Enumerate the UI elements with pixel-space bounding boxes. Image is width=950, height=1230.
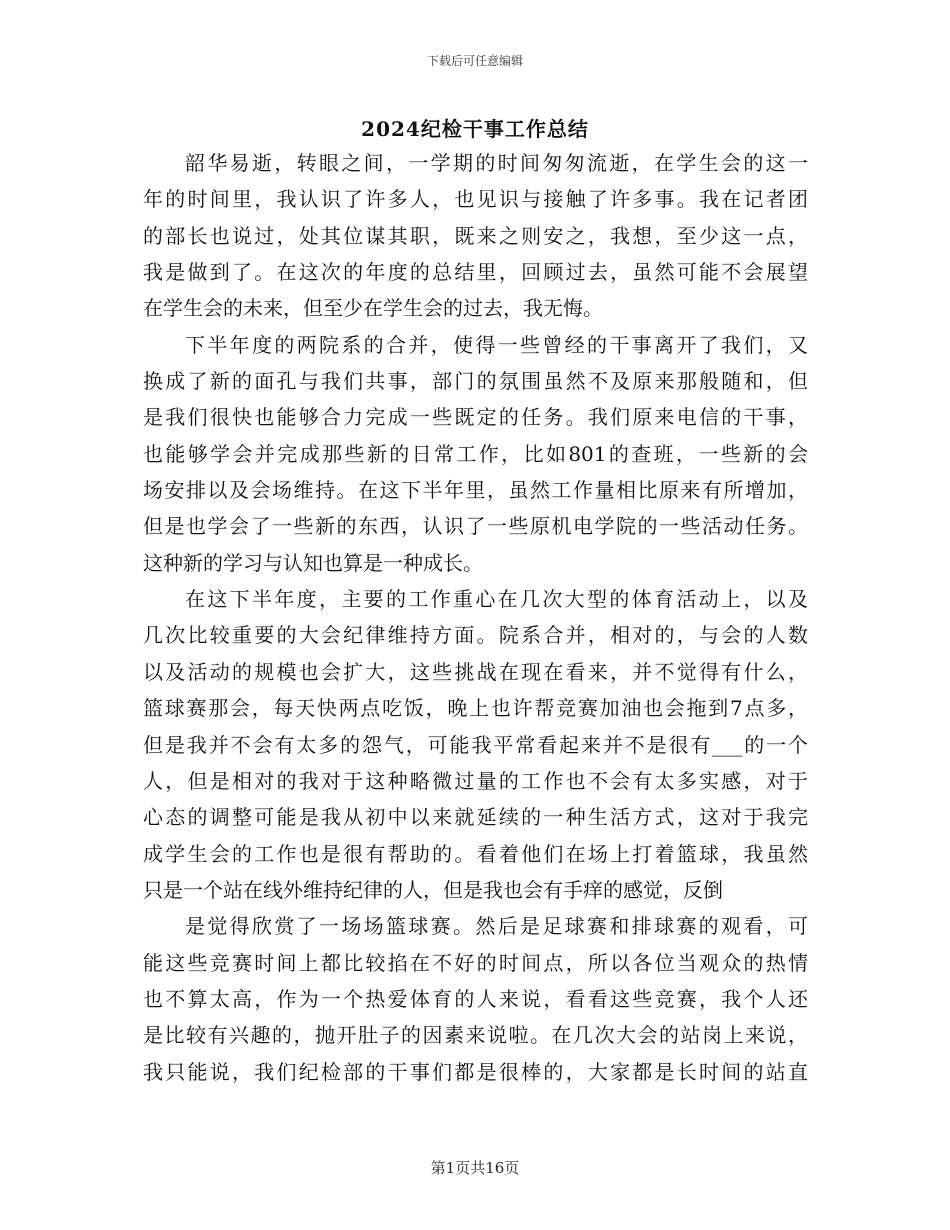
page-header: 下载后可任意编辑	[426, 54, 523, 68]
text-line: 几次比较重要的大会纪律维持方面。院系合并，相对的，与会的人数	[143, 623, 808, 648]
text-line: 也能够学会并完成那些新的日常工作，比如801的查班，一些新的会	[143, 441, 808, 466]
text-line: 但是也学会了一些新的东西，认识了一些原机电学院的一些活动任务。	[143, 514, 808, 539]
text-line: 年的时间里，我认识了许多人，也见识与接触了许多事。我在记者团	[143, 187, 808, 212]
text-line: 但是我并不会有太多的怨气，可能我平常看起来并不是很有___的一个	[143, 732, 808, 757]
text-line: 是我们很快也能够合力完成一些既定的任务。我们原来电信的干事，	[143, 405, 808, 430]
text-line: 只是一个站在线外维持纪律的人，但是我也会有手痒的感觉，反倒	[143, 877, 723, 902]
page-footer: 第1页共16页	[430, 1159, 520, 1177]
text-line: 是比较有兴趣的，抛开肚子的因素来说啦。在几次大会的站岗上来说，	[143, 1023, 808, 1048]
text-line: 我是做到了。在这次的年度的总结里，回顾过去，虽然可能不会展望	[143, 260, 808, 285]
text-line: 我只能说，我们纪检部的干事们都是很棒的，大家都是长时间的站直	[143, 1059, 808, 1084]
text-line: 的部长也说过，处其位谋其职，既来之则安之，我想，至少这一点，	[143, 223, 808, 248]
text-line: 篮球赛那会，每天快两点吃饭，晚上也许帮竞赛加油也会拖到7点多，	[143, 696, 808, 721]
text-line: 是觉得欣赏了一场场篮球赛。然后是足球赛和排球赛的观看，可	[185, 914, 808, 939]
document-title: 2024纪检干事工作总结	[361, 117, 589, 141]
text-line: 换成了新的面孔与我们共事，部门的氛围虽然不及原来那般随和，但	[143, 369, 808, 394]
text-line: 心态的调整可能是我从初中以来就延续的一种生活方式，这对于我完	[143, 805, 808, 830]
text-line: 在这下半年度，主要的工作重心在几次大型的体育活动上，以及	[185, 587, 808, 612]
text-line: 这种新的学习与认知也算是一种成长。	[143, 550, 483, 575]
text-line: 下半年度的两院系的合并，使得一些曾经的干事离开了我们，又	[185, 332, 808, 357]
document-body	[143, 145, 808, 1090]
text-line: 成学生会的工作也是很有帮助的。看着他们在场上打着篮球，我虽然	[143, 841, 808, 866]
text-line: 韶华易逝，转眼之间，一学期的时间匆匆流逝，在学生会的这一	[185, 151, 808, 175]
text-line: 场安排以及会场维持。在这下半年里，虽然工作量相比原来有所增加，	[143, 478, 808, 503]
text-line: 以及活动的规模也会扩大，这些挑战在现在看来，并不觉得有什么，	[143, 659, 808, 684]
text-line: 在学生会的未来，但至少在学生会的过去，我无悔。	[143, 296, 603, 321]
text-line: 人，但是相对的我对于这种略微过量的工作也不会有太多实感，对于	[143, 768, 808, 793]
text-line: 能这些竞赛时间上都比较掐在不好的时间点，所以各位当观众的热情	[143, 950, 808, 975]
text-line: 也不算太高，作为一个热爱体育的人来说，看看这些竞赛，我个人还	[143, 986, 808, 1011]
